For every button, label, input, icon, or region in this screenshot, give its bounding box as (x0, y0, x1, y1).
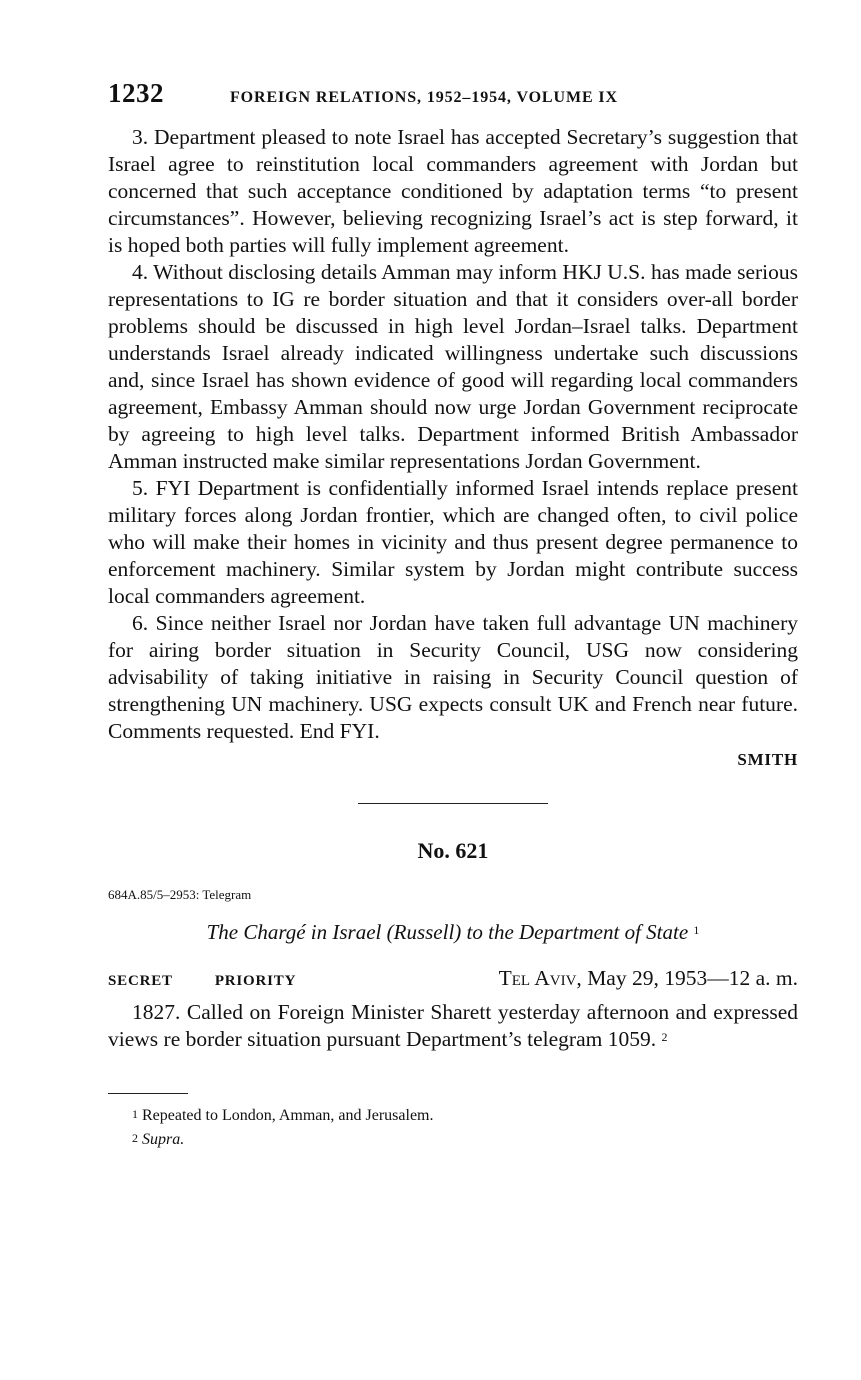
document-page (108, 78, 798, 1152)
document-number: No. 621 (417, 838, 489, 863)
footnote-2 (132, 1128, 798, 1152)
footnote-ref-2: 2 (661, 1030, 668, 1044)
file-reference: 684A.85/5–2953: Telegram (108, 887, 252, 902)
paragraph-3: 3. Department pleased to note Israel has accepted Secretary’s suggestion that Israel agree to reinstitution local commanders agreement with Jordan but concerned that such acceptance conditioned by adaptation terms “to present circumstances”. However, believing recognizing Israel’s act is step forward, it is hoped both parties will fully implement agreement. (108, 125, 798, 257)
paragraph-4: 4. Without disclosing details Amman may inform HKJ U.S. has made serious representations to IG re border situation and that it considers over-all border problems should be discussed in high level Jordan–Israel talks. Department understands Israel already indicated willingness undertake such discussions and, since Israel has shown evidence of good will regarding local commanders agreement, Embassy Amman should now urge Jordan Government reciprocate by agreeing to high level talks. Department informed British Ambassador Amman instructed make similar representations Jordan Government. (108, 260, 798, 473)
page-number: 1232 (108, 78, 164, 108)
telegram-body-text: 1827. Called on Foreign Minister Sharett yesterday afternoon and expressed views re border situation pursuant Department’s telegram 1059. (108, 1000, 798, 1051)
footnote-divider (108, 1093, 188, 1094)
section-divider (358, 803, 548, 804)
footnote-1 (132, 1104, 798, 1128)
dateline-place: Tel Aviv, (498, 966, 582, 990)
footnote-text: Repeated to London, Amman, and Jerusalem. (142, 1107, 434, 1124)
running-title: FOREIGN RELATIONS, 1952–1954, VOLUME IX (230, 89, 619, 106)
paragraph-6: 6. Since neither Israel nor Jordan have taken full advantage UN machinery for airing border situation in Security Council, USG now considering advisability of taking initiative in raising in Security Council question of strengthening UN machinery. USG expects consult UK and French near future. Comments requested. End FYI. (108, 611, 798, 743)
dateline-date: May 29, 1953—12 a. m. (581, 966, 798, 990)
document-title-text: The Chargé in Israel (Russell) to the Department of State (206, 920, 689, 944)
signature: SMITH (737, 750, 798, 769)
footnotes (108, 1104, 798, 1152)
footnote-text: Supra. (142, 1131, 185, 1148)
dateline (499, 964, 798, 992)
classification-block (108, 967, 296, 995)
paragraph-5: 5. FYI Department is confidentially informed Israel intends replace present military forces along Jordan frontier, which are changed often, to civil police who will make their homes in vicinity and thus present degree permanence to enforcement machinery. Similar system by Jordan might contribute success local commanders agreement. (108, 476, 798, 608)
footnote-marker: 2 (132, 1131, 138, 1145)
running-head (108, 78, 798, 118)
telegram-body (108, 999, 798, 1053)
footnote-marker: 1 (132, 1107, 138, 1121)
precedence-label: PRIORITY (214, 973, 297, 989)
telegram-header (108, 964, 798, 995)
classification-label: SECRET (108, 973, 173, 989)
document-title (108, 918, 798, 946)
footnote-ref-1: 1 (693, 923, 700, 937)
